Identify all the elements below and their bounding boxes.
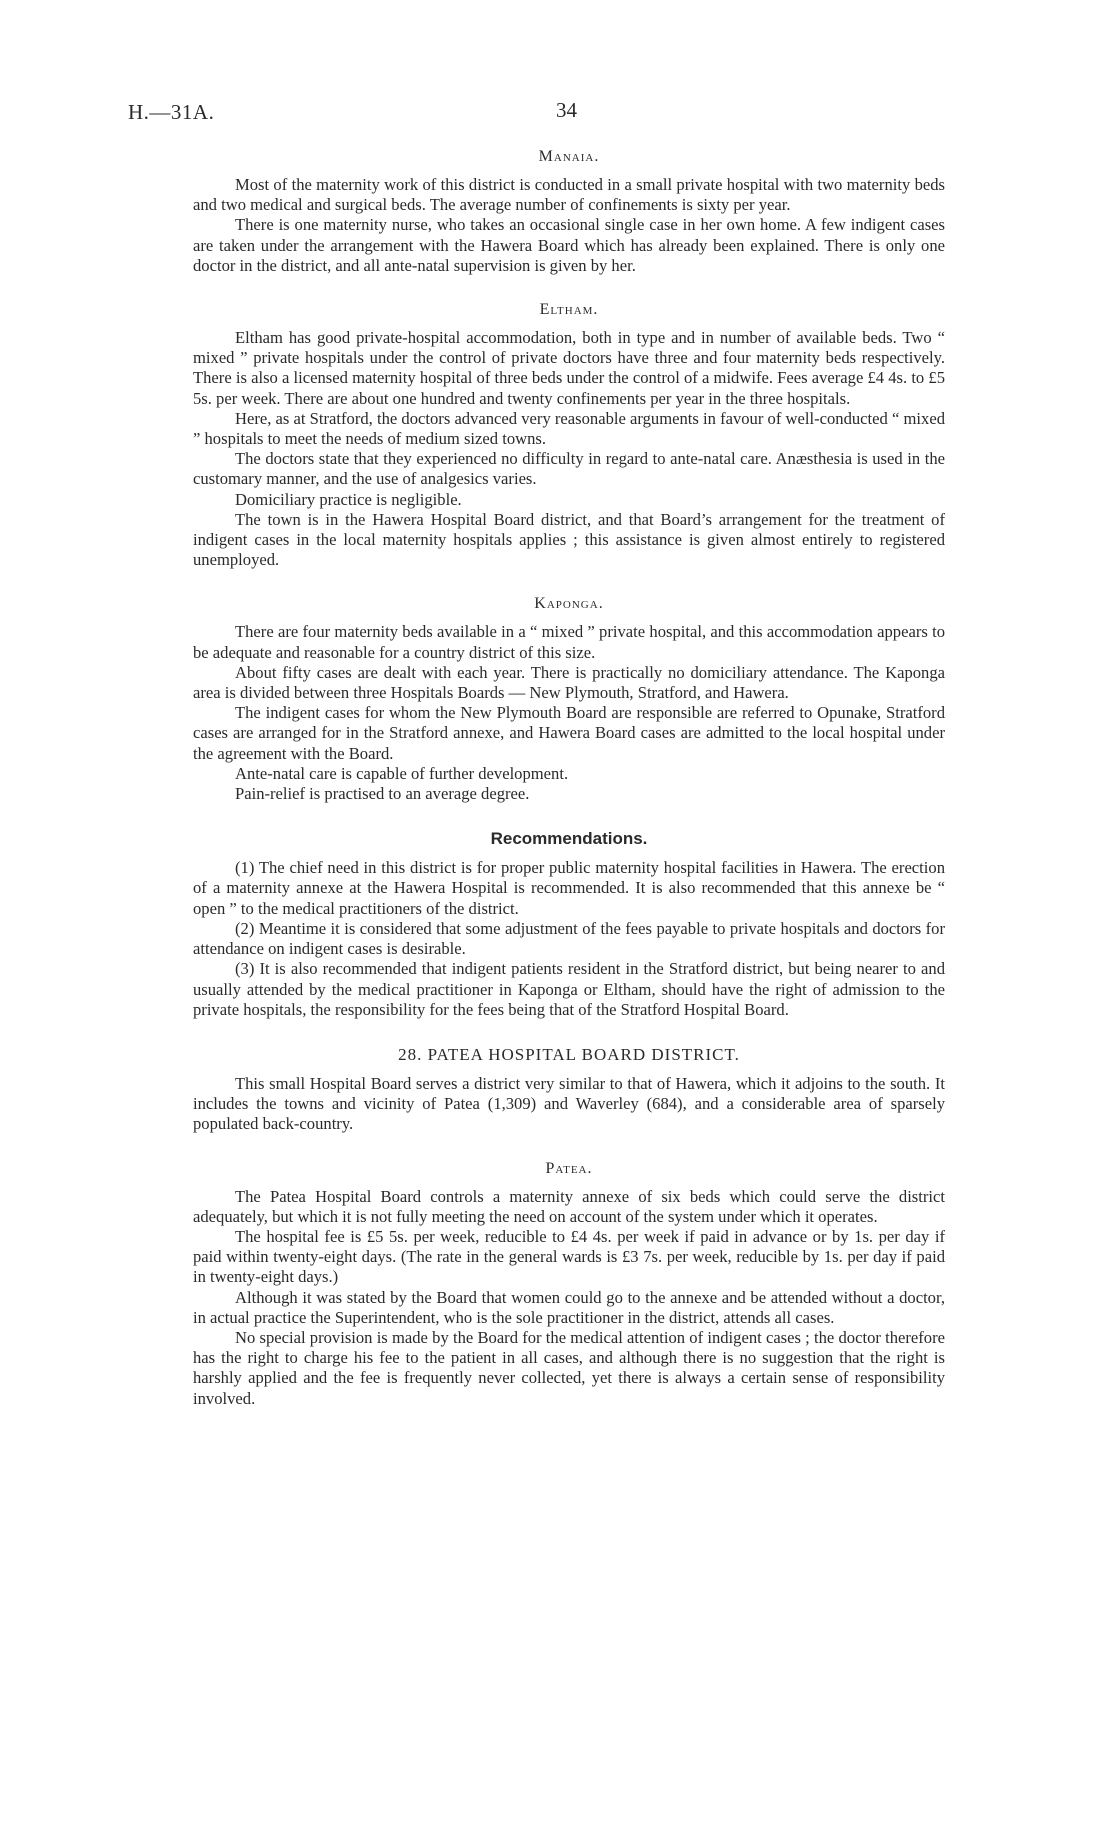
paragraph: There is one maternity nurse, who takes an occasional single case in her own home. A few indigent cases are taken under the arrangement with the Hawera Board which has already been explained. There is only one doctor in the district, and all ante-natal supervision is given by her.	[193, 215, 945, 275]
paragraph: The doctors state that they experienced no difficulty in regard to ante-natal care. Anæsthesia is used in the customary manner, and the use of analgesics varies.	[193, 449, 945, 489]
section-eltham	[193, 300, 945, 570]
document-body	[193, 147, 945, 1409]
recommendations-heading: Recommendations.	[490, 829, 648, 849]
section-kaponga	[193, 594, 945, 804]
paragraph: Domiciliary practice is negligible.	[235, 489, 462, 509]
page-number: 34	[556, 98, 577, 122]
paragraph: No special provision is made by the Board for the medical attention of indigent cases ; the doctor therefore has the right to charge his fee to the patient in all cases, and although there is no suggestion that the right is harshly applied and the fee is frequently never collected, yet there is always a certain sense of responsibility involved.	[193, 1327, 945, 1408]
paragraph: The hospital fee is £5 5s. per week, reducible to £4 4s. per week if paid in advance or by 1s. per day if paid within twenty-eight days. (The rate in the general wards is £3 7s. per week, reducible by 1s. per day if paid in twenty-eight days.)	[193, 1226, 945, 1287]
section-heading: Patea.	[545, 1159, 593, 1177]
paragraph: Pain-relief is practised to an average degree.	[235, 784, 530, 804]
section-patea-district	[193, 1044, 945, 1135]
section-manaia	[193, 147, 945, 276]
section-patea	[193, 1159, 945, 1409]
section-heading: Eltham.	[539, 301, 599, 319]
paragraph: The indigent cases for whom the New Plymouth Board are responsible are referred to Opunake, Stratford cases are arranged for in the Stratford annexe, and Hawera Board cases are admitted to the local hospital under the agreement with the Board.	[193, 703, 945, 763]
paragraph: Eltham has good private-hospital accommodation, both in type and in number of available beds. Two “ mixed ” private hospitals under the control of private doctors have three and four maternity beds respectively. There is also a licensed maternity hospital of three beds under the control of a midwife. Fees average £4 4s. to £5 5s. per week. There are about one hundred and twenty confinements per year in the three hospitals.	[193, 328, 945, 408]
paragraph: There are four maternity beds available in a “ mixed ” private hospital, and this accommodation appears to be adequate and reasonable for a country district of this size.	[193, 622, 945, 662]
paragraph: This small Hospital Board serves a district very similar to that of Hawera, which it adjoins to the south. It includes the towns and vicinity of Patea (1,309) and Waverley (684), and a considerable area of sparsely populated back-country.	[193, 1073, 945, 1134]
paragraph: (2) Meantime it is considered that some adjustment of the fees payable to private hospitals and doctors for attendance on indigent cases is desirable.	[193, 918, 945, 959]
paragraph: The Patea Hospital Board controls a maternity annexe of six beds which could serve the district adequately, but which it is not fully meeting the need on account of the system under which it operates.	[193, 1186, 945, 1226]
paragraph: The town is in the Hawera Hospital Board district, and that Board’s arrangement for the treatment of indigent cases in the local maternity hospitals applies ; this assistance is given almost entirely to registered unemployed.	[193, 509, 945, 570]
paragraph: (3) It is also recommended that indigent patients resident in the Stratford district, but being nearer to and usually attended by the medical practitioner in Kaponga or Eltham, should have the right of admission to the private hospitals, the responsibility for the fees being that of the Stratford Hospital Board.	[193, 959, 945, 1019]
section-recommendations	[193, 828, 945, 1020]
paragraph: (1) The chief need in this district is for proper public maternity hospital facilities in Hawera. The erection of a maternity annexe at the Hawera Hospital is recommended. It is also recommended that this annexe be “ open ” to the medical practitioners of the district.	[193, 858, 945, 918]
document-reference: H.—31A.	[128, 100, 215, 124]
paragraph: Ante-natal care is capable of further development.	[235, 763, 569, 783]
paragraph: Here, as at Stratford, the doctors advanced very reasonable arguments in favour of well-conducted “ mixed ” hospitals to meet the needs of medium sized towns.	[193, 408, 945, 449]
section-heading: Manaia.	[538, 148, 600, 165]
paragraph: Most of the maternity work of this district is conducted in a small private hospital with two maternity beds and two medical and surgical beds. The average number of confinements is sixty per year.	[193, 175, 945, 215]
paragraph: Although it was stated by the Board that women could go to the annexe and be attended without a doctor, in actual practice the Superintendent, who is the sole practitioner in the district, attends all cases.	[193, 1287, 945, 1327]
district-heading: 28. PATEA HOSPITAL BOARD DISTRICT.	[398, 1044, 740, 1064]
section-heading: Kaponga.	[534, 595, 604, 613]
paragraph: About fifty cases are dealt with each year. There is practically no domiciliary attendance. The Kaponga area is divided between three Hospitals Boards — New Plymouth, Stratford, and Hawera.	[193, 662, 945, 703]
